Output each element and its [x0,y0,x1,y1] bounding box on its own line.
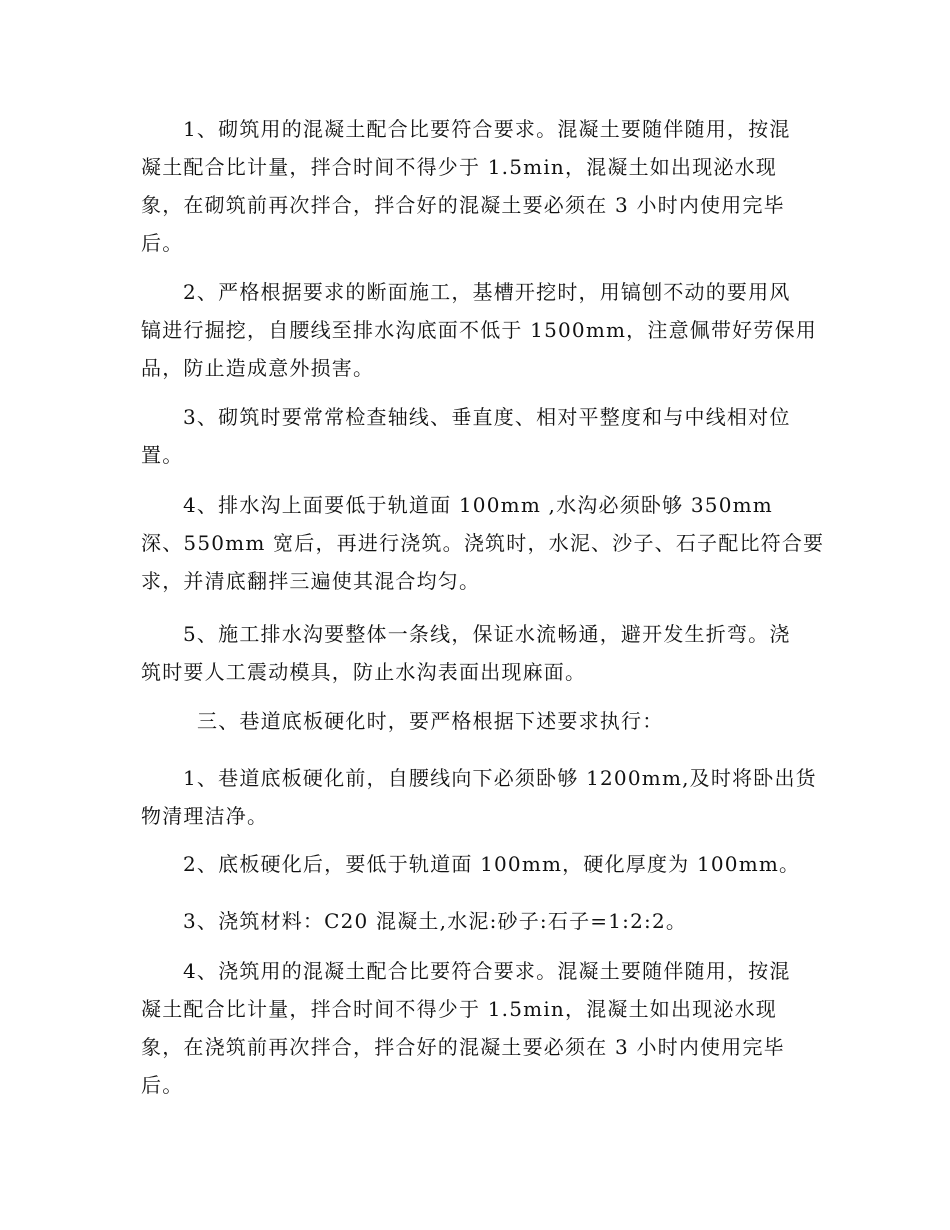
section-heading [141,702,806,740]
paragraph-1 [141,110,806,262]
text-line: 品，防止造成意外损害。 [141,356,375,380]
text-line: 5、施工排水沟要整体一条线，保证水流畅通，避开发生折弯。浇 [183,622,791,646]
paragraph-7 [141,759,817,835]
text-line: 置。 [141,443,184,467]
text-line: 镐进行掘挖，自腰线至排水沟底面不低于 1500mm，注意佩带好劳保用 [141,318,817,342]
paragraph-2 [141,273,817,387]
paragraph-3 [141,398,806,474]
paragraph-9 [141,902,806,940]
text-line: 象，在浇筑前再次拌合，拌合好的混凝土要必须在 3 小时内使用完毕 [141,1035,785,1059]
text-line: 后。 [141,231,184,255]
text-line: 1、巷道底板硬化前，自腰线向下必须卧够 1200mm,及时将卧出货 [183,766,817,790]
text-line: 后。 [141,1073,184,1097]
paragraph-4 [141,486,825,600]
text-line: 凝土配合比计量，拌合时间不得少于 1.5min，混凝土如出现泌水现 [141,997,778,1021]
text-line: 象，在砌筑前再次拌合，拌合好的混凝土要必须在 3 小时内使用完毕 [141,193,785,217]
text-line: 物清理洁净。 [141,804,269,828]
text-line: 2、底板硬化后，要低于轨道面 100mm，硬化厚度为 100mm。 [183,852,801,876]
text-line: 筑时要人工震动模具，防止水沟表面出现麻面。 [141,660,587,684]
text-line: 凝土配合比计量，拌合时间不得少于 1.5min，混凝土如出现泌水现 [141,155,778,179]
text-line: 2、严格根据要求的断面施工，基槽开挖时，用镐刨不动的要用风 [183,280,791,304]
paragraph-8 [141,845,806,883]
text-line: 三、巷道底板硬化时，要严格根据下述要求执行： [197,709,664,733]
text-line: 求，并清底翻拌三遍使其混合均匀。 [141,569,481,593]
text-line: 3、浇筑材料：C20 混凝土,水泥:砂子:石子=1:2:2。 [183,909,688,933]
text-line: 1、砌筑用的混凝土配合比要符合要求。混凝土要随伴随用，按混 [183,117,791,141]
text-line: 3、砌筑时要常常检查轴线、垂直度、相对平整度和与中线相对位 [183,405,791,429]
text-line: 4、排水沟上面要低于轨道面 100mm ,水沟必须卧够 350mm [183,493,773,517]
paragraph-10 [141,952,806,1104]
text-line: 4、浇筑用的混凝土配合比要符合要求。混凝土要随伴随用，按混 [183,959,791,983]
paragraph-5 [141,615,806,691]
text-line: 深、550mm 宽后，再进行浇筑。浇筑时，水泥、沙子、石子配比符合要 [141,531,825,555]
